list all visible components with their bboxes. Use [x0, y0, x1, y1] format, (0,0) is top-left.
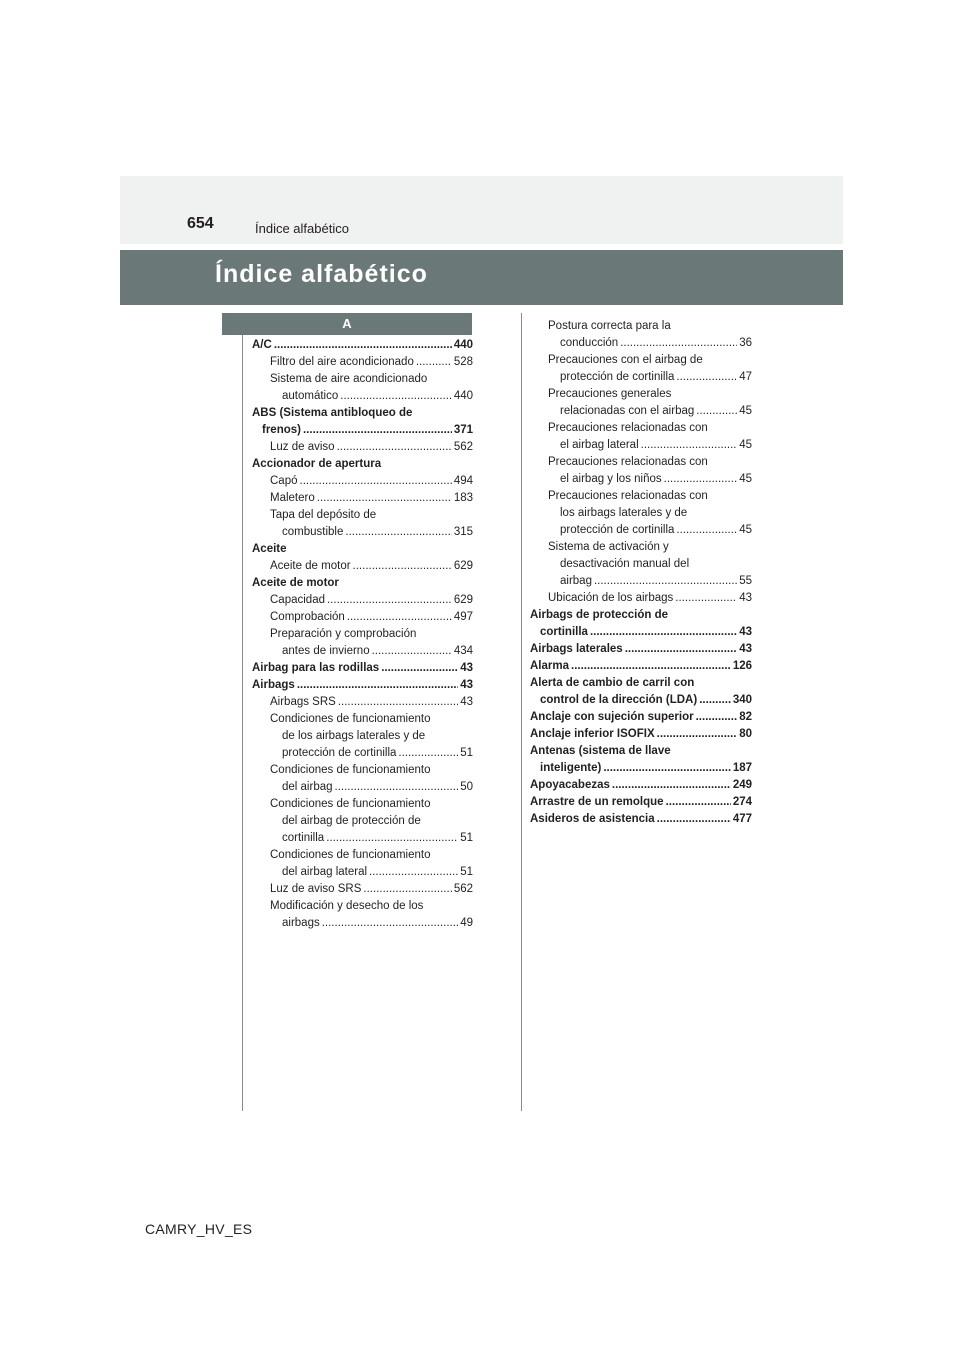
entry-page-number: 45: [739, 405, 752, 417]
entry-page-number: 528: [453, 356, 473, 368]
index-entry-text: Precauciones generales: [548, 388, 672, 400]
entry-page-number: 126: [732, 660, 752, 672]
index-entry-text: del airbag de protección de: [282, 815, 421, 827]
entry-term: Airbags SRS: [270, 696, 336, 708]
dot-leader: [326, 830, 458, 847]
index-entry: [252, 490, 473, 507]
entry-term: automático: [282, 390, 339, 402]
index-entry: [530, 726, 752, 743]
entry-page-number: 340: [732, 694, 752, 706]
dot-leader: [696, 709, 738, 726]
page-title: Índice alfabético: [215, 260, 428, 288]
index-entry-text: Airbags de protección de: [530, 609, 669, 621]
index-entry: [530, 811, 752, 828]
index-entry: [252, 881, 473, 898]
entry-term: protección de cortinilla: [282, 747, 397, 759]
index-entry: [252, 677, 473, 694]
entry-page-number: 440: [453, 339, 473, 351]
index-column-left: [252, 337, 473, 932]
index-entry: [252, 473, 473, 490]
entry-term: Capacidad: [270, 594, 325, 606]
index-entry: [530, 624, 752, 641]
index-entry: [252, 915, 473, 932]
index-entry-text: Alerta de cambio de carril con: [530, 677, 695, 689]
dot-leader: [372, 643, 452, 660]
index-entry: [530, 522, 752, 539]
dot-leader: [297, 677, 458, 694]
index-entry-text: Sistema de activación y: [548, 541, 669, 553]
index-entry: [252, 694, 473, 711]
entry-term: cortinilla: [540, 626, 588, 638]
index-entry: [252, 643, 473, 660]
entry-page-number: 629: [453, 594, 473, 606]
index-entry: [530, 403, 752, 420]
entry-page-number: 47: [739, 371, 752, 383]
dot-leader: [335, 779, 459, 796]
index-entry-text: Condiciones de funcionamiento: [270, 764, 431, 776]
entry-page-number: 440: [453, 390, 473, 402]
index-entry: [530, 471, 752, 488]
entry-term: airbag: [560, 575, 592, 587]
index-entry: [252, 439, 473, 456]
entry-page-number: 274: [732, 796, 752, 808]
dot-leader: [327, 592, 452, 609]
dot-leader: [338, 694, 458, 711]
entry-page-number: 45: [739, 473, 752, 485]
index-entry-text: de los airbags laterales y de: [282, 730, 426, 742]
entry-term: Comprobación: [270, 611, 345, 623]
model-code: CAMRY_HV_ES: [145, 1221, 253, 1237]
dot-leader: [676, 369, 737, 386]
dot-leader: [303, 422, 452, 439]
dot-leader: [641, 437, 738, 454]
entry-page-number: 45: [739, 439, 752, 451]
index-entry: [530, 692, 752, 709]
entry-term: protección de cortinilla: [560, 371, 675, 383]
index-entry: [252, 745, 473, 762]
index-entry-text: Precauciones con el airbag de: [548, 354, 703, 366]
entry-term: cortinilla: [282, 832, 325, 844]
entry-term: Ubicación de los airbags: [548, 592, 674, 604]
index-entry-text: Aceite de motor: [252, 577, 339, 589]
entry-term: del airbag: [282, 781, 333, 793]
column-rule-right: [521, 313, 522, 1111]
entry-page-number: 82: [739, 711, 752, 723]
entry-term: Anclaje con sujeción superior: [530, 711, 694, 723]
page-number: 654: [187, 215, 214, 232]
index-entry-text: ABS (Sistema antibloqueo de: [252, 407, 413, 419]
dot-leader: [381, 660, 458, 677]
index-entry: [530, 335, 752, 352]
dot-leader: [274, 337, 452, 354]
entry-term: Apoyacabezas: [530, 779, 610, 791]
dot-leader: [363, 881, 451, 898]
entry-term: airbags: [282, 917, 320, 929]
index-entry-text: Condiciones de funcionamiento: [270, 713, 431, 725]
entry-page-number: 43: [739, 643, 752, 655]
entry-term: el airbag lateral: [560, 439, 639, 451]
index-entry: [530, 437, 752, 454]
dot-leader: [666, 794, 731, 811]
index-entry: [530, 794, 752, 811]
index-entry-text: Precauciones relacionadas con: [548, 422, 708, 434]
entry-page-number: 371: [453, 424, 473, 436]
index-entry: [530, 709, 752, 726]
index-entry-text: Precauciones relacionadas con: [548, 490, 708, 502]
dot-leader: [696, 403, 737, 420]
index-entry-text: Antenas (sistema de llave: [530, 745, 671, 757]
entry-page-number: 494: [453, 475, 473, 487]
index-entry: [530, 369, 752, 386]
dot-leader: [657, 811, 731, 828]
index-entry-text: Accionador de apertura: [252, 458, 382, 470]
index-entry: [530, 573, 752, 590]
index-column-right: [530, 318, 752, 828]
index-entry-text: desactivación manual del: [560, 558, 690, 570]
running-head: Índice alfabético: [255, 221, 349, 236]
entry-page-number: 45: [739, 524, 752, 536]
entry-term: conducción: [560, 337, 619, 349]
index-entry: [530, 641, 752, 658]
entry-page-number: 477: [732, 813, 752, 825]
entry-term: inteligente): [540, 762, 602, 774]
section-letter-a: A: [222, 313, 472, 335]
entry-term: Luz de aviso SRS: [270, 883, 362, 895]
index-entry-text: Aceite: [252, 543, 287, 555]
entry-page-number: 50: [460, 781, 473, 793]
index-entry: [530, 777, 752, 794]
entry-term: el airbag y los niños: [560, 473, 662, 485]
index-entry-text: Modificación y desecho de los: [270, 900, 424, 912]
entry-page-number: 43: [739, 626, 752, 638]
column-rule-left: [242, 313, 243, 1111]
dot-leader: [369, 864, 458, 881]
index-entry: [530, 590, 752, 607]
entry-page-number: 49: [460, 917, 473, 929]
entry-page-number: 51: [460, 866, 473, 878]
index-entry: [252, 524, 473, 541]
dot-leader: [657, 726, 738, 743]
dot-leader: [590, 624, 737, 641]
entry-page-number: 43: [460, 662, 473, 674]
header-band: [120, 176, 843, 244]
index-entry: [252, 660, 473, 677]
index-entry-text: los airbags laterales y de: [560, 507, 688, 519]
index-entry-text: Preparación y comprobación: [270, 628, 417, 640]
entry-term: relacionadas con el airbag: [560, 405, 695, 417]
index-entry: [252, 592, 473, 609]
entry-page-number: 187: [732, 762, 752, 774]
entry-page-number: 43: [739, 592, 752, 604]
entry-term: protección de cortinilla: [560, 524, 675, 536]
index-entry: [252, 558, 473, 575]
index-entry-text: Postura correcta para la: [548, 320, 671, 332]
index-entry-text: Condiciones de funcionamiento: [270, 849, 431, 861]
entry-page-number: 562: [453, 441, 473, 453]
entry-term: Aceite de motor: [270, 560, 351, 572]
dot-leader: [612, 777, 731, 794]
dot-leader: [347, 609, 452, 626]
entry-page-number: 36: [739, 337, 752, 349]
dot-leader: [345, 524, 451, 541]
entry-term: control de la dirección (LDA): [540, 694, 698, 706]
dot-leader: [625, 641, 738, 658]
entry-term: del airbag lateral: [282, 866, 368, 878]
entry-term: Filtro del aire acondicionado: [270, 356, 414, 368]
dot-leader: [322, 915, 458, 932]
index-entry: [252, 864, 473, 881]
index-entry: [252, 830, 473, 847]
entry-term: Luz de aviso: [270, 441, 335, 453]
entry-term: Asideros de asistencia: [530, 813, 655, 825]
entry-term: Maletero: [270, 492, 315, 504]
entry-term: Capó: [270, 475, 298, 487]
entry-page-number: 51: [460, 747, 473, 759]
entry-term: Alarma: [530, 660, 569, 672]
dot-leader: [699, 692, 731, 709]
dot-leader: [664, 471, 738, 488]
entry-page-number: 434: [453, 645, 473, 657]
index-entry: [252, 422, 473, 439]
entry-page-number: 80: [739, 728, 752, 740]
dot-leader: [594, 573, 737, 590]
dot-leader: [337, 439, 452, 456]
entry-page-number: 315: [453, 526, 473, 538]
index-entry: [530, 760, 752, 777]
dot-leader: [571, 658, 731, 675]
index-entry: [252, 388, 473, 405]
entry-term: Airbag para las rodillas: [252, 662, 380, 674]
index-entry-text: Sistema de aire acondicionado: [270, 373, 428, 385]
index-entry: [252, 779, 473, 796]
index-entry: [252, 609, 473, 626]
dot-leader: [676, 522, 737, 539]
entry-term: A/C: [252, 339, 272, 351]
entry-term: Airbags: [252, 679, 295, 691]
entry-term: Anclaje inferior ISOFIX: [530, 728, 655, 740]
index-entry-text: Precauciones relacionadas con: [548, 456, 708, 468]
dot-leader: [300, 473, 452, 490]
dot-leader: [603, 760, 730, 777]
dot-leader: [620, 335, 737, 352]
entry-term: antes de invierno: [282, 645, 370, 657]
index-entry: [252, 354, 473, 371]
entry-page-number: 497: [453, 611, 473, 623]
dot-leader: [675, 590, 737, 607]
index-entry-text: Tapa del depósito de: [270, 509, 377, 521]
entry-page-number: 43: [460, 696, 473, 708]
dot-leader: [416, 354, 452, 371]
entry-page-number: 43: [460, 679, 473, 691]
entry-term: frenos): [262, 424, 301, 436]
index-entry: [530, 658, 752, 675]
entry-term: combustible: [282, 526, 344, 538]
entry-page-number: 629: [453, 560, 473, 572]
entry-page-number: 183: [453, 492, 473, 504]
entry-term: Airbags laterales: [530, 643, 623, 655]
entry-page-number: 249: [732, 779, 752, 791]
entry-page-number: 51: [460, 832, 473, 844]
entry-page-number: 55: [739, 575, 752, 587]
dot-leader: [398, 745, 458, 762]
dot-leader: [317, 490, 452, 507]
dot-leader: [340, 388, 452, 405]
dot-leader: [353, 558, 452, 575]
entry-page-number: 562: [453, 883, 473, 895]
index-entry-text: Condiciones de funcionamiento: [270, 798, 431, 810]
index-entry: [252, 337, 473, 354]
entry-term: Arrastre de un remolque: [530, 796, 664, 808]
